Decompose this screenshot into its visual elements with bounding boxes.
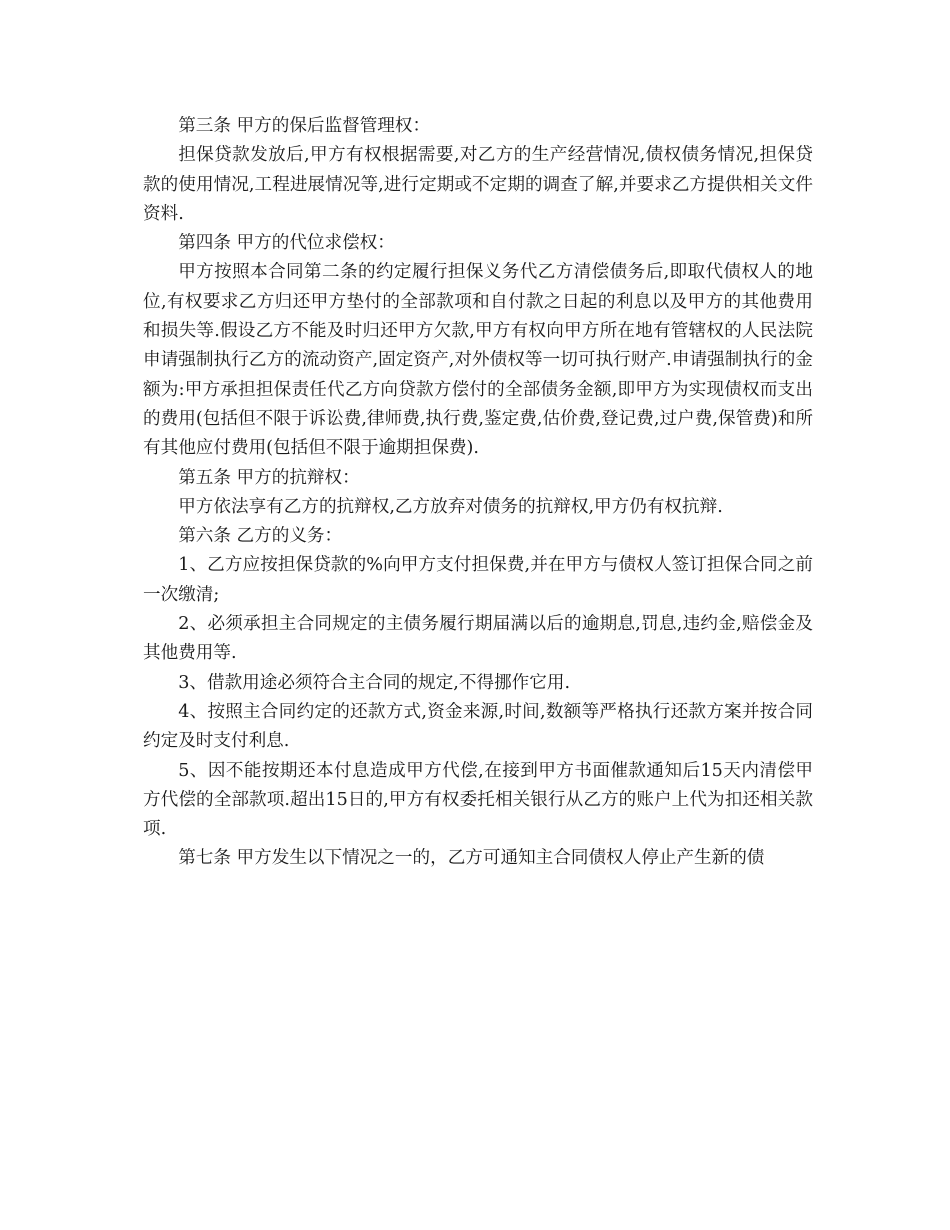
article-6-item-1: 1、乙方应按担保贷款的%向甲方支付担保费,并在甲方与债权人签订担保合同之前一次缴清;: [143, 555, 813, 605]
article-5-text: 甲方依法享有乙方的抗辩权,乙方放弃对债务的抗辩权,甲方仍有权抗辩.: [178, 496, 723, 517]
article-6-item-2: 2、必须承担主合同规定的主债务履行期届满以后的逾期息,罚息,违约金,赔偿金及其他费用等.: [143, 614, 813, 664]
article-7-heading: 第七条 甲方发生以下情况之一的，乙方可通知主合同债权人停止产生新的债: [178, 848, 765, 869]
article-6-heading: 第六条 乙方的义务：: [178, 526, 343, 547]
article-6-item-3: 3、借款用途必须符合主合同的规定,不得挪作它用.: [178, 672, 571, 693]
article-3-text: 担保贷款发放后,甲方有权根据需要,对乙方的生产经营情况,债权债务情况,担保贷款的使用情况,工程进展情况等,进行定期或不定期的调查了解,并要求乙方提供相关文件资料.: [143, 145, 813, 224]
article-4-text: 甲方按照本合同第二条的约定履行担保义务代乙方清偿债务后,即取代债权人的地位,有权要求乙方归还甲方垫付的全部款项和自付款之日起的利息以及甲方的其他费用和损失等.假设乙方不能及时归还甲方欠款,甲方有权向甲方所在地有管辖权的人民法院申请强制执行乙方的流动资产,固定资产,对外债权等一切可执行财产.申请强制执行的金额为:甲方承担担保责任代乙方向贷款方偿付的全部债务金额,即甲方为实现债权而支出的费用(包括但不限于诉讼费,律师费,执行费,鉴定费,估价费,登记费,过户费,保管费)和所有其他应付费用(包括但不限于逾期担保费).: [143, 262, 813, 459]
article-3-heading: 第三条 甲方的保后监督管理权：: [178, 116, 431, 136]
document-body: [143, 112, 813, 874]
article-4-heading: 第四条 甲方的代位求偿权：: [178, 233, 395, 254]
article-6-item-4: 4、按照主合同约定的还款方式,资金来源,时间,数额等严格执行还款方案并按合同约定及时支付利息.: [143, 701, 813, 752]
article-5-heading: 第五条 甲方的抗辩权：: [178, 467, 360, 488]
article-6-item-5: 5、因不能按期还本付息造成甲方代偿,在接到甲方书面催款通知后15天内清偿甲方代偿的全部款项.超出15日的,甲方有权委托相关银行从乙方的账户上代为扣还相关款项.: [143, 760, 813, 840]
